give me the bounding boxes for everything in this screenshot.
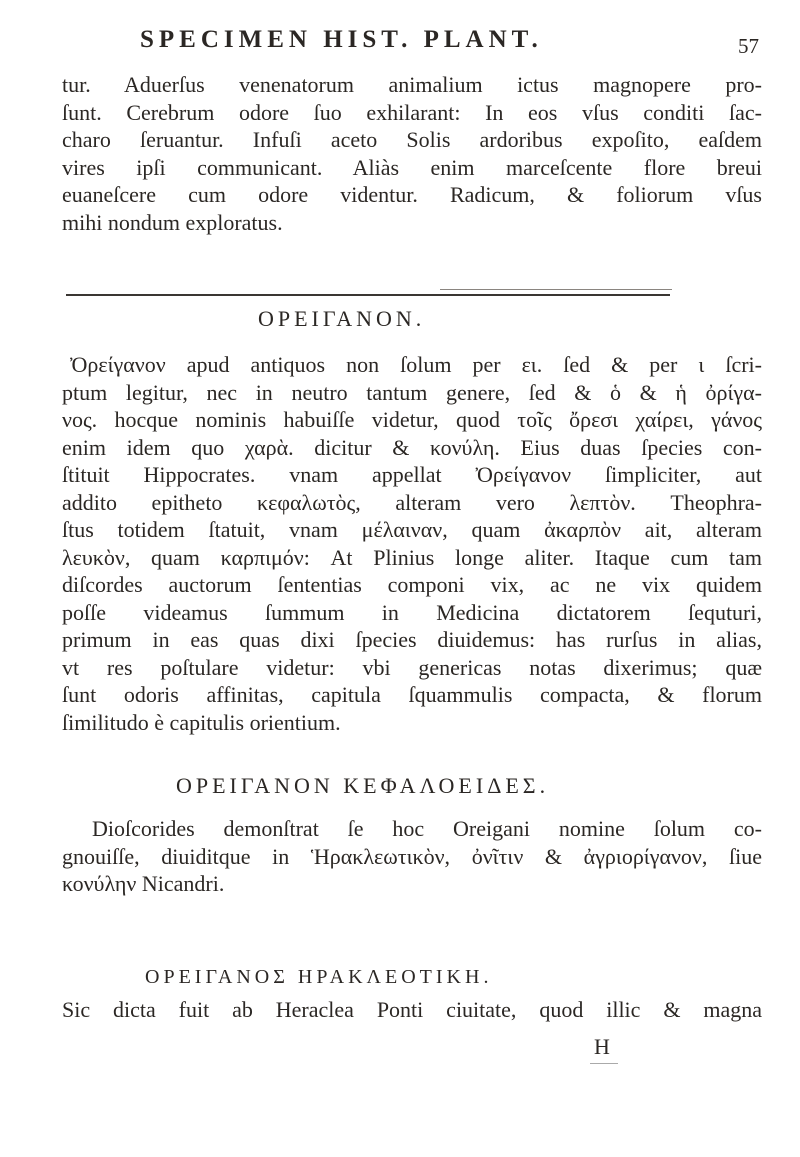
- paragraph-herakleotike: [62, 996, 762, 1024]
- text-line: primum in eas quas dixi ſpecies diuidemus: has rurſus in alias,: [62, 627, 762, 652]
- text-line: addito epitheto κεφαλωτὸς, alteram vero λεπτὸν. Theophra-: [62, 489, 762, 515]
- running-head: [0, 22, 800, 58]
- catchword-mark: [590, 1063, 618, 1064]
- paragraph-origanon: [62, 351, 762, 736]
- paragraph-kephaloeides: [62, 815, 762, 898]
- text-line: Sic dicta fuit ab Heraclea Ponti ciuitate, quod illic & magna: [62, 997, 762, 1022]
- text-line: ptum legitur, nec in neutro tantum genere, ſed & ὁ & ἡ ὀρίγα-: [62, 379, 762, 405]
- section-heading-herakleotike: ΟΡΕΙΓΑΝΟΣ ΗΡΑΚΛΕΟΤΙΚΗ.: [145, 966, 493, 988]
- text-line: λευκὸν, quam καρπιμόν: At Plinius longe aliter. Itaque cum tam: [62, 544, 762, 570]
- page-number: 57: [738, 34, 759, 58]
- text-line: Ὀρείγανον apud antiquos non ſolum per ει. ſed & per ι ſcri-: [70, 352, 762, 377]
- text-line: enim idem quo χαρὰ. dicitur & κονύλη. Eius duas ſpecies con-: [62, 434, 762, 460]
- text-line: ſunt odoris affinitas, capitula ſquammulis compacta, & florum: [62, 682, 762, 707]
- text-line: νος. hocque nominis habuiſſe videtur, quod τοῖς ὄρεσι χαίρει, γάνος: [62, 407, 762, 432]
- text-line: tur. Aduerſus venenatorum animalium ictus magnopere pro-: [62, 72, 762, 97]
- text-line: mihi nondum exploratus.: [62, 209, 283, 235]
- text-line: vires ipſi communicant. Aliàs enim marceſcente flore breui: [62, 154, 762, 180]
- text-line: ſimilitudo è capitulis orientium.: [62, 709, 341, 735]
- text-line: diſcordes auctorum ſententias componi vix, ac ne vix quidem: [62, 572, 762, 597]
- section-heading-origanon: ΟΡΕΙΓΑΝΟΝ.: [258, 306, 426, 331]
- catchword: H: [594, 1034, 610, 1059]
- text-line: κονύλην Nicandri.: [62, 871, 225, 896]
- text-line: vt res poſtulare videtur: vbi genericas notas dixerimus; quæ: [62, 654, 762, 680]
- paragraph-1: [62, 71, 762, 236]
- text-line: ſtituit Hippocrates. vnam appellat Ὀρείγανον ſimpliciter, aut: [62, 462, 762, 487]
- text-line: ſunt. Cerebrum odore ſuo exhilarant: In eos vſus conditi ſac-: [62, 99, 762, 125]
- section-rule: [66, 294, 670, 296]
- section-heading-kephaloeides: ΟΡΕΙΓΑΝΟΝ ΚΕΦΑΛΟΕΙΔΕΣ.: [176, 773, 550, 798]
- text-line: gnouiſſe, diuiditque in Ἡρακλεωτικὸν, ὀνῖτιν & ἀγριορίγανον, ſiue: [62, 843, 762, 869]
- text-line: charo ſeruantur. Infuſi aceto Solis ardoribus expoſito, eaſdem: [62, 127, 762, 152]
- text-line: euaneſcere cum odore videntur. Radicum, & foliorum vſus: [62, 182, 762, 207]
- text-line: Dioſcorides demonſtrat ſe hoc Oreigani nomine ſolum co-: [92, 816, 762, 841]
- rule-thin: [440, 289, 672, 290]
- text-line: poſſe videamus ſummum in Medicina dictatorem ſequturi,: [62, 599, 762, 625]
- text-line: ſtus totidem ſtatuit, vnam μέλαιναν, quam ἀκαρπὸν ait, alteram: [62, 517, 762, 542]
- running-head-title: SPECIMEN HIST. PLANT.: [140, 26, 543, 53]
